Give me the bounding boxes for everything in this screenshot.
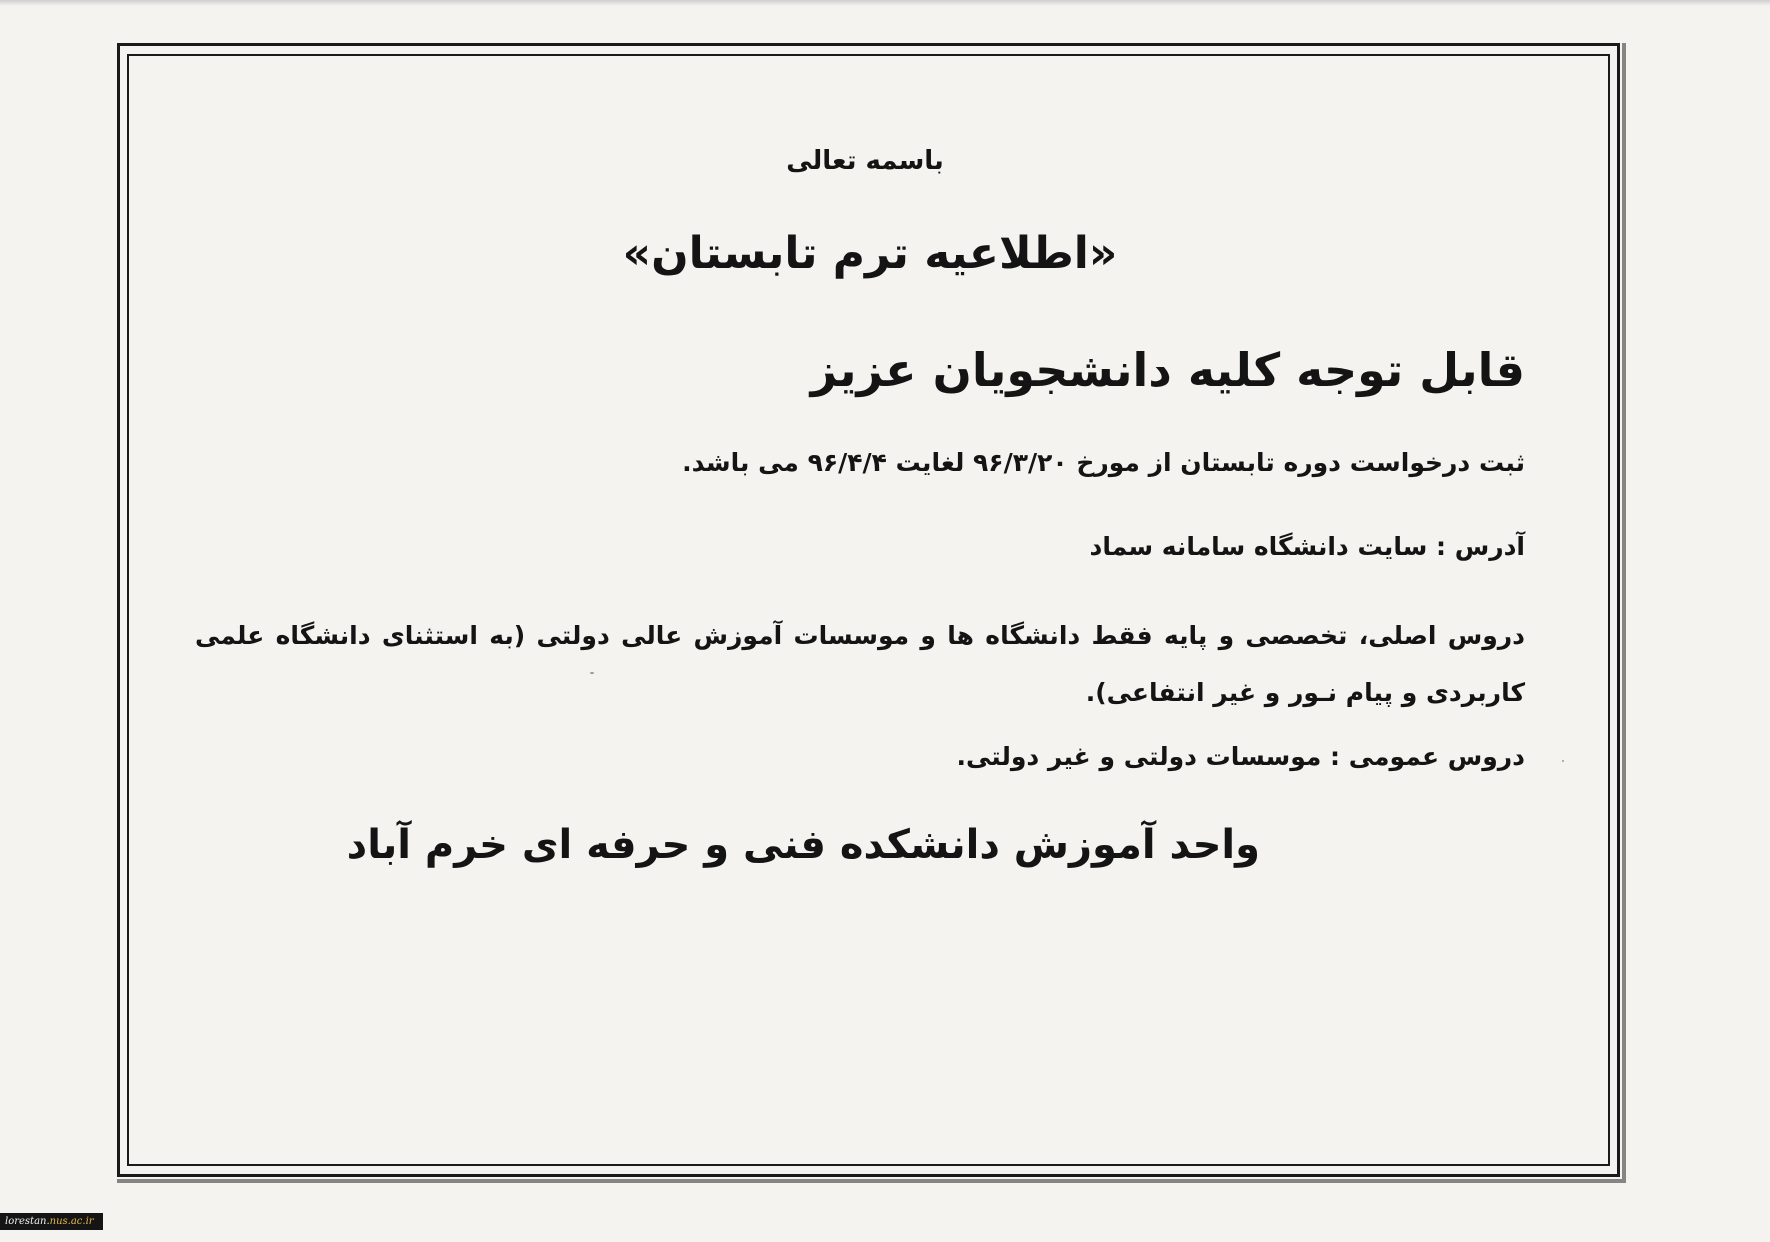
paragraph-address: آدرس : سایت دانشگاه سامانه سماد [1089,532,1525,561]
page-border-shadow [1622,43,1626,1179]
paragraph-core-courses: دروس اصلی، تخصصی و پایه فقط دانشگاه ها و موسسات آموزش عالی دولتی (به استثنای دانشگاه علمی کاربردی و پیام نـور و غیر انتفاعی). [195,621,1525,707]
basmala-line: باسمه تعالی [786,146,944,176]
watermark-prefix: lorestan. [5,1216,50,1227]
notice-title: «اطلاعیه ترم تابستان» [622,228,1118,279]
notice-heading: قابل توجه کلیه دانشجویان عزیز [810,343,1525,397]
page-border-shadow-bottom [117,1179,1626,1183]
scan-speck [590,672,594,674]
signature-line: واحد آموزش دانشکده فنی و حرفه ای خرم آباد [346,822,1260,868]
scan-speck [1562,760,1564,762]
site-watermark [0,1213,103,1230]
paragraph-registration-dates: ثبت درخواست دوره تابستان از مورخ ۹۶/۳/۲۰ لغایت ۹۶/۴/۴ می باشد. [682,448,1525,477]
paragraph-general-courses: دروس عمومی : موسسات دولتی و غیر دولتی. [956,742,1525,771]
watermark-domain: nus.ac.ir [49,1216,94,1227]
